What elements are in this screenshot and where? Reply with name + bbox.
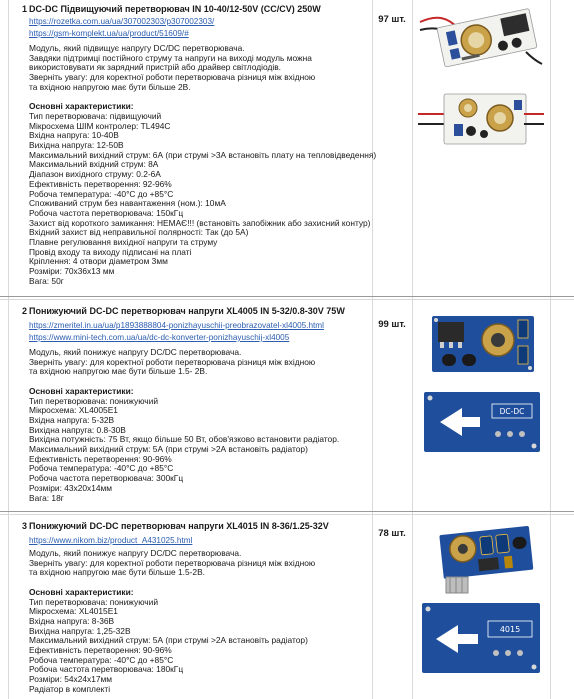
description-line: Зверніть увагу: для коректної роботи перетворювача різниця між вхідною: [29, 557, 316, 568]
specs-heading: Основні характеристики:: [29, 586, 134, 597]
spec-line: Ефективність перетворення: 90-96%: [29, 453, 172, 464]
spec-line: Мікросхема ШІМ контролер: TL494C: [29, 120, 171, 131]
spec-line: Споживаний струм без навантаження (ном.): 10мА: [29, 198, 226, 209]
spec-line: Робоча температура: -40°С до +85°С: [29, 463, 174, 474]
xl4015-board-photo: [418, 521, 544, 597]
spec-line: Кріплення: 4 отвори діаметром 3мм: [29, 256, 168, 267]
spec-line: Тип перетворювача: понижуючий: [29, 596, 159, 607]
spec-line: Розміри: 54х24х17мм: [29, 674, 113, 685]
spec-line: Вихідна потужність: 75 Вт, якщо більше 50 Вт, обов'язково встановити радіатор.: [29, 434, 340, 445]
description-line: та вхідною напругою має бути більше 1.5-2В.: [29, 567, 205, 578]
description-line: використовувати як зарядний пристрій або драйвер світлодіодів.: [29, 62, 281, 73]
description-line: Модуль, який понижує напругу DC/DC перетворювача.: [29, 347, 242, 357]
description-line: Зверніть увагу: для коректної роботи перетворювача різниця між вхідною: [29, 72, 316, 83]
spec-line: Вага: 50г: [29, 275, 64, 286]
row-number: 3: [21, 521, 27, 531]
spec-line: Захист від короткого замикання: НЕМАЄ!!! (встановіть запобіжник або захисний контур): [29, 217, 371, 228]
spec-line: Розміри: 43х20х14мм: [29, 482, 113, 493]
product-link[interactable]: https://www.nikom.biz/product_A431025.html: [29, 536, 193, 545]
spec-line: Ефективність перетворення: 90-96%: [29, 645, 172, 656]
product-description: [29, 348, 374, 503]
spec-line: Тип перетворювача: понижуючий: [29, 395, 159, 406]
boost-converter-photo: [418, 4, 544, 70]
spec-line: Діапазон вихідного струму: 0.2-6А: [29, 169, 161, 180]
product-link[interactable]: https://rozetka.com.ua/ua/307002303/p307002303/: [29, 17, 215, 26]
spec-line: Максимальний вихідний струм: 5А (при струмі >2А встановіть радіатор): [29, 635, 308, 646]
xl4005-board-back-photo: [418, 386, 544, 458]
spec-line: Тип перетворювача: підвищуючий: [29, 110, 162, 121]
specs-heading: Основні характеристики:: [29, 101, 134, 112]
spec-line: Вхідна напруга: 8-36В: [29, 615, 115, 626]
spec-line: Розміри: 70х36х13 мм: [29, 266, 115, 277]
spec-line: Робоча частота перетворювача: 150кГц: [29, 207, 184, 218]
description-line: та вхідною напругою має бути більше 1.5- 2В.: [29, 366, 208, 377]
spec-line: Вхідна напруга: 10-40В: [29, 130, 119, 141]
board-label: 4015: [499, 625, 521, 634]
row-number: 2: [21, 306, 27, 316]
spec-line: Мікросхема: XL4005E1: [29, 405, 118, 416]
spec-line: Максимальний вихідний струм: 6А (при струмі >3А встановіть плату на тепловідведення): [29, 149, 377, 160]
product-link[interactable]: https://zmeritel.in.ua/ua/p1893888804-ponizhayuschii-preobrazovatel-xl4005.html: [29, 321, 324, 330]
spec-line: Провід входу та виходу підписані на платі: [29, 246, 192, 257]
product-description: [29, 43, 377, 287]
spec-line: Вихідна напруга: 12-50В: [29, 140, 124, 151]
product-quantity: 97 шт.: [378, 14, 406, 25]
xl4015-board-back-photo: [418, 599, 544, 677]
description-line: та вхідною напругою має бути більше 2В.: [29, 81, 191, 92]
product-quantity: 99 шт.: [378, 319, 406, 330]
spec-line: Максимальний вхідний струм: 8А: [29, 159, 159, 170]
spec-line: Плавне регулювання вихідної напруги та струму: [29, 237, 218, 248]
spec-line: Ефективність перетворення: 92-96%: [29, 178, 172, 189]
description-line: Завдяки підтримці постійного струму та напруги на виході модуль можна: [29, 52, 312, 63]
product-description: [29, 549, 374, 695]
spec-line: Робоча температура: -40°С до +85°С: [29, 188, 174, 199]
product-link[interactable]: https://www.mini-tech.com.ua/ua/dc-dc-konverter-ponizhayuschij-xl4005: [29, 333, 290, 342]
description-line: Модуль, який підвищує напругу DC/DC перетворювача.: [29, 43, 245, 53]
product-link[interactable]: https://gsm-komplekt.ua/ua/product/51609/#: [29, 29, 189, 38]
specs-heading: Основні характеристики:: [29, 385, 134, 396]
product-title: DC-DC Підвищуючий перетворювач IN 10-40/12-50V (CC/CV) 250W: [29, 4, 321, 14]
description-line: Зверніть увагу: для коректної роботи перетворювача різниця між вхідною: [29, 356, 316, 367]
boost-converter-photo-top-view: [418, 84, 544, 152]
spec-line: Радіатор в комплекті: [29, 683, 111, 694]
xl4005-board-photo: [418, 310, 544, 376]
row-number: 1: [21, 4, 27, 14]
spec-line: Вхідний захист від неправильної полярності: Так (до 5А): [29, 227, 249, 238]
spec-line: Робоча частота перетворювача: 300кГц: [29, 473, 184, 484]
product-title: Понижуючий DC-DC перетворювач напруги XL4015 IN 8-36/1.25-32V: [29, 521, 329, 531]
spec-line: Вага: 18г: [29, 492, 64, 503]
board-label: DC-DC: [499, 407, 525, 416]
description-line: Модуль, який понижує напругу DC/DC перетворювача.: [29, 548, 242, 558]
spec-line: Мікросхема: XL4015E1: [29, 606, 118, 617]
spec-line: Вхідна напруга: 5-32В: [29, 414, 115, 425]
spec-line: Вихідна напруга: 0.8-30В: [29, 424, 126, 435]
product-title: Понижуючий DC-DC перетворювач напруги XL4005 IN 5-32/0.8-30V 75W: [29, 306, 345, 316]
product-quantity: 78 шт.: [378, 528, 406, 539]
spec-line: Робоча температура: -40°С до +85°С: [29, 654, 174, 665]
spec-line: Робоча частота перетворювача: 180кГц: [29, 664, 184, 675]
spec-line: Вихідна напруга: 1,25-32В: [29, 625, 131, 636]
spec-line: Максимальний вихідний струм: 5А (при струмі >2А встановіть радіатор): [29, 444, 308, 455]
